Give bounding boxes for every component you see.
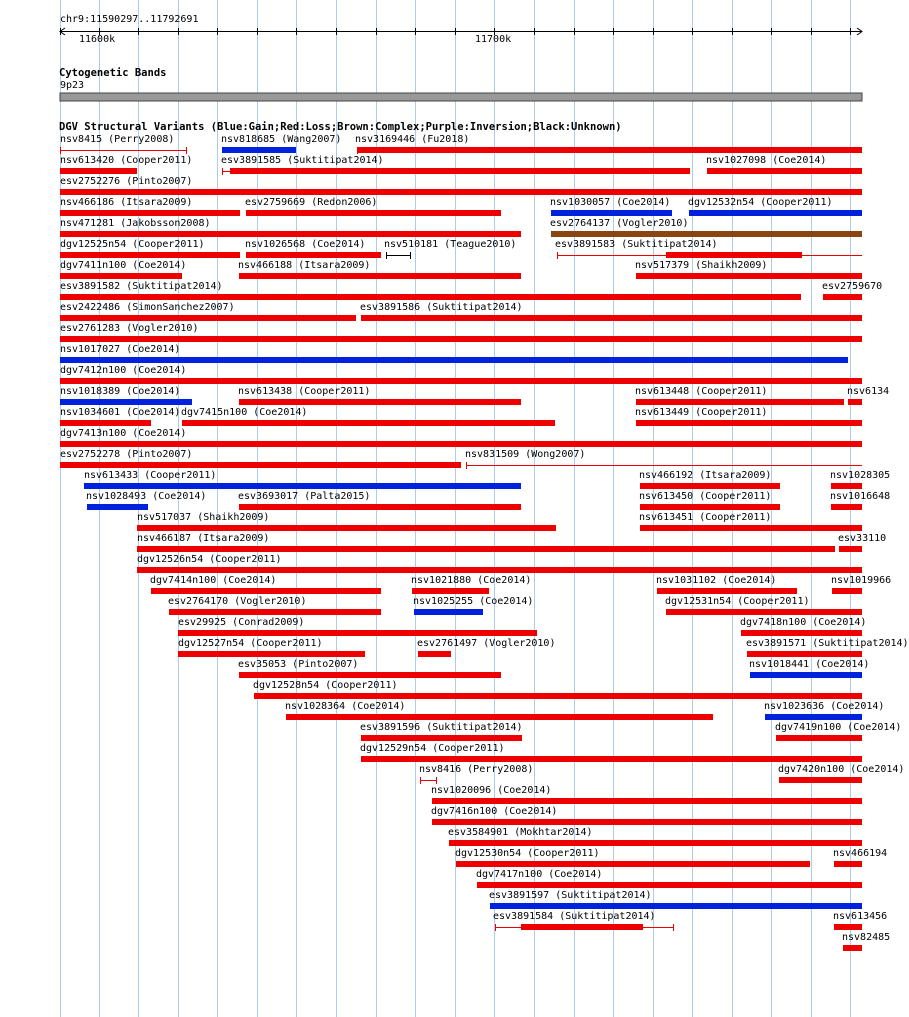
feature-nsv1023636-label: nsv1023636 (Coe2014) bbox=[764, 701, 885, 712]
feature-nsv1028364-label: nsv1028364 (Coe2014) bbox=[285, 701, 406, 712]
cyto-band-label: 9p23 bbox=[60, 80, 85, 91]
feature-nsv613450-label: nsv613450 (Cooper2011) bbox=[639, 491, 772, 502]
feature-nsv517379-label: nsv517379 (Shaikh2009) bbox=[635, 260, 768, 271]
feature-nsv471281-label: nsv471281 (Jakobsson2008) bbox=[60, 218, 211, 229]
feature-nsv510181-label: nsv510181 (Teague2010) bbox=[384, 239, 517, 250]
feature-dgv7420n100-bar bbox=[779, 777, 862, 783]
feature-dgv7414n100-bar bbox=[151, 588, 381, 594]
feature-nsv613438-label: nsv613438 (Cooper2011) bbox=[238, 386, 371, 397]
feature-esv33110-bar bbox=[839, 546, 862, 552]
cyto-band-bar bbox=[60, 93, 862, 101]
feature-nsv818685-bar bbox=[222, 147, 296, 153]
feature-nsv613448-label: nsv613448 (Cooper2011) bbox=[635, 386, 768, 397]
feature-nsv613433-bar bbox=[84, 483, 521, 489]
feature-esv3891586-bar bbox=[361, 315, 862, 321]
feature-nsv1016648-label: nsv1016648 bbox=[830, 491, 891, 502]
feature-esv3891583-label: esv3891583 (Suktitipat2014) bbox=[555, 239, 718, 250]
feature-nsv517037-bar bbox=[137, 525, 556, 531]
feature-nsv1030057-label: nsv1030057 (Coe2014) bbox=[550, 197, 671, 208]
feature-nsv1031102-bar bbox=[657, 588, 797, 594]
feature-nsv613448-bar bbox=[636, 399, 844, 405]
dgv-track-title: DGV Structural Variants (Blue:Gain;Red:Loss;Brown:Complex;Purple:Inversion;Black:Unknown) bbox=[59, 121, 622, 133]
feature-nsv1017027-label: nsv1017027 (Coe2014) bbox=[60, 344, 181, 355]
feature-nsv613449-bar bbox=[636, 420, 862, 426]
tick-label-11700k: 11700k bbox=[475, 34, 512, 45]
feature-nsv1023636-bar bbox=[765, 714, 862, 720]
feature-esv2759669-bar bbox=[246, 210, 501, 216]
feature-dgv7419n100-label: dgv7419n100 (Coe2014) bbox=[775, 722, 902, 733]
feature-dgv7420n100-label: dgv7420n100 (Coe2014) bbox=[778, 764, 905, 775]
feature-nsv517379-bar bbox=[636, 273, 862, 279]
feature-esv3891597-bar bbox=[490, 903, 862, 909]
feature-nsv471281-bar bbox=[60, 231, 521, 237]
feature-esv2422486-label: esv2422486 (SimonSanchez2007) bbox=[60, 302, 235, 313]
feature-nsv1030057-bar bbox=[551, 210, 672, 216]
region-label: chr9:11590297..11792691 bbox=[60, 14, 199, 25]
feature-dgv7412n100-bar bbox=[60, 378, 862, 384]
feature-dgv12528n54-label: dgv12528n54 (Cooper2011) bbox=[253, 680, 398, 691]
feature-dgv7419n100-bar bbox=[776, 735, 862, 741]
feature-nsv466192-bar bbox=[640, 483, 780, 489]
feature-esv2764170-label: esv2764170 (Vogler2010) bbox=[168, 596, 307, 607]
feature-nsv3169446-bar bbox=[357, 147, 862, 153]
feature-esv2752278-bar bbox=[60, 462, 461, 468]
feature-nsv613438-bar bbox=[239, 399, 521, 405]
feature-nsv466192-label: nsv466192 (Itsara2009) bbox=[639, 470, 772, 481]
feature-nsv613450-bar bbox=[640, 504, 780, 510]
feature-esv3584901-label: esv3584901 (Mokhtar2014) bbox=[448, 827, 593, 838]
feature-esv3891584-label: esv3891584 (Suktitipat2014) bbox=[493, 911, 656, 922]
feature-esv33110-label: esv33110 bbox=[838, 533, 887, 544]
feature-nsv1019966-label: nsv1019966 bbox=[831, 575, 892, 586]
feature-esv2764170-bar bbox=[169, 609, 381, 615]
feature-nsv1017027-bar bbox=[60, 357, 848, 363]
feature-esv29925-bar bbox=[178, 630, 537, 636]
feature-esv2759669-label: esv2759669 (Redon2006) bbox=[245, 197, 378, 208]
feature-esv3693017-bar bbox=[239, 504, 521, 510]
feature-dgv12532n54-label: dgv12532n54 (Cooper2011) bbox=[688, 197, 833, 208]
feature-esv3891585-bar bbox=[230, 168, 690, 174]
feature-nsv1021880-label: nsv1021880 (Coe2014) bbox=[411, 575, 532, 586]
feature-nsv466188-bar bbox=[239, 273, 521, 279]
feature-nsv466188-label: nsv466188 (Itsara2009) bbox=[238, 260, 371, 271]
feature-nsv1027098-bar bbox=[707, 168, 862, 174]
feature-nsv1026568-bar bbox=[246, 252, 381, 258]
feature-esv2759670-bar bbox=[823, 294, 862, 300]
cyto-track-title: Cytogenetic Bands bbox=[59, 67, 167, 79]
feature-nsv466187-bar bbox=[137, 546, 835, 552]
feature-nsv613420-bar bbox=[60, 168, 137, 174]
feature-esv3891584-bar bbox=[521, 924, 643, 930]
feature-nsv466194-label: nsv466194 bbox=[833, 848, 888, 859]
feature-nsv6134-bar bbox=[848, 399, 862, 405]
feature-esv2759670-label: esv2759670 bbox=[822, 281, 883, 292]
feature-nsv466187-label: nsv466187 (Itsara2009) bbox=[137, 533, 270, 544]
tick-label-11600k: 11600k bbox=[79, 34, 116, 45]
feature-dgv7414n100-label: dgv7414n100 (Coe2014) bbox=[150, 575, 277, 586]
feature-dgv12529n54-label: dgv12529n54 (Cooper2011) bbox=[360, 743, 505, 754]
feature-dgv7411n100-bar bbox=[60, 273, 182, 279]
feature-nsv3169446-label: nsv3169446 (Fu2018) bbox=[355, 134, 470, 145]
feature-dgv12529n54-bar bbox=[361, 756, 862, 762]
feature-dgv12527n54-bar bbox=[178, 651, 365, 657]
feature-dgv7416n100-bar bbox=[432, 819, 862, 825]
feature-nsv8415-label: nsv8415 (Perry2008) bbox=[60, 134, 175, 145]
feature-nsv1025255-label: nsv1025255 (Coe2014) bbox=[413, 596, 534, 607]
feature-dgv7415n100-bar bbox=[182, 420, 555, 426]
feature-esv35053-label: esv35053 (Pinto2007) bbox=[238, 659, 359, 670]
feature-esv3891585-label: esv3891585 (Suktitipat2014) bbox=[221, 155, 384, 166]
feature-esv3584901-bar bbox=[449, 840, 862, 846]
feature-nsv466186-bar bbox=[60, 210, 240, 216]
feature-dgv7413n100-label: dgv7413n100 (Coe2014) bbox=[60, 428, 187, 439]
feature-esv3891596-label: esv3891596 (Suktitipat2014) bbox=[360, 722, 523, 733]
feature-nsv517037-label: nsv517037 (Shaikh2009) bbox=[137, 512, 270, 523]
feature-dgv7411n100-label: dgv7411n100 (Coe2014) bbox=[60, 260, 187, 271]
feature-dgv12531n54-bar bbox=[666, 609, 862, 615]
feature-esv35053-bar bbox=[239, 672, 501, 678]
feature-nsv8416-label: nsv8416 (Perry2008) bbox=[419, 764, 534, 775]
feature-dgv12527n54-label: dgv12527n54 (Cooper2011) bbox=[178, 638, 323, 649]
feature-nsv1018441-bar bbox=[750, 672, 862, 678]
feature-nsv1025255-bar bbox=[414, 609, 483, 615]
feature-nsv1021880-bar bbox=[412, 588, 489, 594]
feature-esv3891571-bar bbox=[747, 651, 862, 657]
feature-dgv7415n100-label: dgv7415n100 (Coe2014) bbox=[181, 407, 308, 418]
feature-esv2764137-bar bbox=[551, 231, 862, 237]
feature-dgv7418n100-label: dgv7418n100 (Coe2014) bbox=[740, 617, 867, 628]
feature-esv3891582-bar bbox=[60, 294, 801, 300]
feature-dgv12530n54-bar bbox=[456, 861, 810, 867]
feature-dgv7413n100-bar bbox=[60, 441, 862, 447]
feature-esv2752278-label: esv2752278 (Pinto2007) bbox=[60, 449, 193, 460]
feature-nsv613451-bar bbox=[640, 525, 862, 531]
feature-nsv1034601-bar bbox=[60, 420, 151, 426]
feature-nsv1031102-label: nsv1031102 (Coe2014) bbox=[656, 575, 777, 586]
feature-nsv1026568-label: nsv1026568 (Coe2014) bbox=[245, 239, 366, 250]
feature-nsv1020096-bar bbox=[432, 798, 862, 804]
feature-esv2761283-label: esv2761283 (Vogler2010) bbox=[60, 323, 199, 334]
feature-nsv1019966-bar bbox=[832, 588, 862, 594]
feature-nsv1034601-label: nsv1034601 (Coe2014) bbox=[60, 407, 181, 418]
feature-dgv12532n54-bar bbox=[689, 210, 862, 216]
feature-esv29925-label: esv29925 (Conrad2009) bbox=[178, 617, 305, 628]
feature-nsv1016648-bar bbox=[831, 504, 862, 510]
feature-dgv7412n100-label: dgv7412n100 (Coe2014) bbox=[60, 365, 187, 376]
feature-nsv1028305-bar bbox=[831, 483, 862, 489]
feature-nsv831509-label: nsv831509 (Wong2007) bbox=[465, 449, 586, 460]
feature-nsv1028364-bar bbox=[286, 714, 713, 720]
feature-dgv12531n54-label: dgv12531n54 (Cooper2011) bbox=[665, 596, 810, 607]
feature-esv2752276-label: esv2752276 (Pinto2007) bbox=[60, 176, 193, 187]
feature-nsv1027098-label: nsv1027098 (Coe2014) bbox=[706, 155, 827, 166]
feature-nsv613456-label: nsv613456 bbox=[833, 911, 888, 922]
feature-nsv1028305-label: nsv1028305 bbox=[830, 470, 891, 481]
feature-nsv1020096-label: nsv1020096 (Coe2014) bbox=[431, 785, 552, 796]
feature-esv2761497-label: esv2761497 (Vogler2010) bbox=[417, 638, 556, 649]
feature-nsv466194-bar bbox=[834, 861, 862, 867]
feature-nsv1028493-bar bbox=[87, 504, 148, 510]
feature-nsv82485-label: nsv82485 bbox=[842, 932, 891, 943]
feature-esv3891582-label: esv3891582 (Suktitipat2014) bbox=[60, 281, 223, 292]
feature-nsv6134-label: nsv6134 bbox=[847, 386, 890, 397]
feature-nsv613433-label: nsv613433 (Cooper2011) bbox=[84, 470, 217, 481]
feature-nsv466186-label: nsv466186 (Itsara2009) bbox=[60, 197, 193, 208]
feature-dgv12526n54-label: dgv12526n54 (Cooper2011) bbox=[137, 554, 282, 565]
feature-dgv7416n100-label: dgv7416n100 (Coe2014) bbox=[431, 806, 558, 817]
feature-dgv12525n54-label: dgv12525n54 (Cooper2011) bbox=[60, 239, 205, 250]
feature-esv2422486-bar bbox=[60, 315, 356, 321]
feature-esv3891583-bar bbox=[666, 252, 802, 258]
feature-nsv1018389-bar bbox=[60, 399, 192, 405]
feature-nsv613449-label: nsv613449 (Cooper2011) bbox=[635, 407, 768, 418]
feature-dgv7417n100-label: dgv7417n100 (Coe2014) bbox=[476, 869, 603, 880]
feature-nsv818685-label: nsv818685 (Wang2007) bbox=[221, 134, 342, 145]
feature-dgv12526n54-bar bbox=[137, 567, 862, 573]
feature-esv2764137-label: esv2764137 (Vogler2010) bbox=[550, 218, 689, 229]
feature-nsv613456-bar bbox=[834, 924, 862, 930]
feature-esv3891597-label: esv3891597 (Suktitipat2014) bbox=[489, 890, 652, 901]
feature-nsv613451-label: nsv613451 (Cooper2011) bbox=[639, 512, 772, 523]
feature-esv2752276-bar bbox=[60, 189, 862, 195]
feature-esv3891596-bar bbox=[361, 735, 522, 741]
feature-dgv12525n54-bar bbox=[60, 252, 240, 258]
feature-dgv12528n54-bar bbox=[254, 693, 862, 699]
feature-esv3891586-label: esv3891586 (Suktitipat2014) bbox=[360, 302, 523, 313]
feature-dgv7418n100-bar bbox=[741, 630, 862, 636]
feature-nsv1018441-label: nsv1018441 (Coe2014) bbox=[749, 659, 870, 670]
feature-dgv7417n100-bar bbox=[477, 882, 862, 888]
feature-esv2761497-bar bbox=[418, 651, 451, 657]
feature-dgv12530n54-label: dgv12530n54 (Cooper2011) bbox=[455, 848, 600, 859]
feature-esv2761283-bar bbox=[60, 336, 862, 342]
feature-nsv613420-label: nsv613420 (Cooper2011) bbox=[60, 155, 193, 166]
feature-nsv1028493-label: nsv1028493 (Coe2014) bbox=[86, 491, 207, 502]
feature-esv3891571-label: esv3891571 (Suktitipat2014) bbox=[746, 638, 909, 649]
feature-nsv1018389-label: nsv1018389 (Coe2014) bbox=[60, 386, 181, 397]
feature-nsv82485-bar bbox=[843, 945, 862, 951]
feature-esv3693017-label: esv3693017 (Palta2015) bbox=[238, 491, 371, 502]
